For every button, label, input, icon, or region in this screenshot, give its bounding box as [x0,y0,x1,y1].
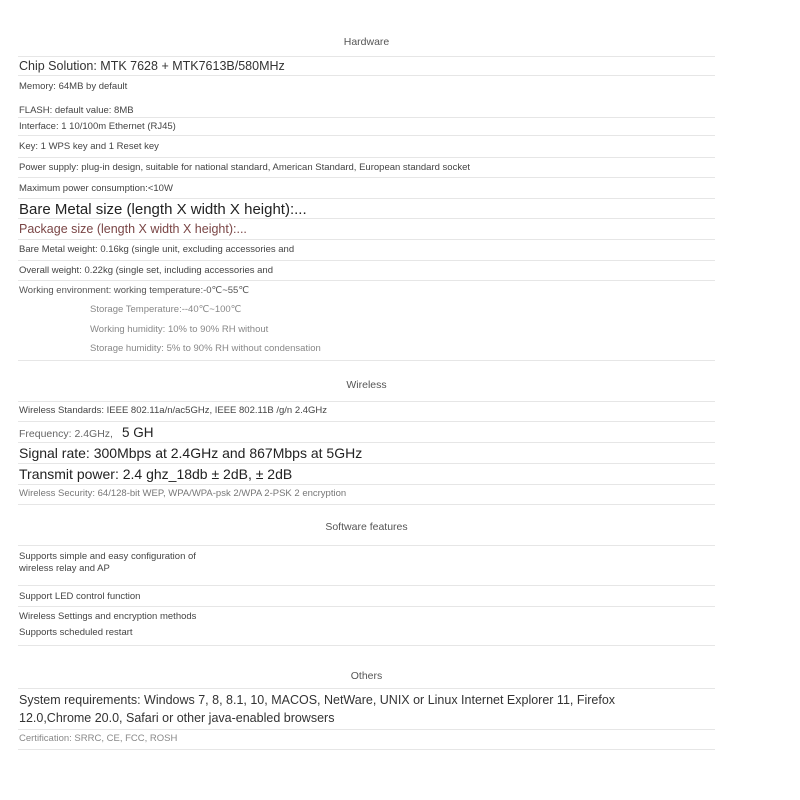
spec-row-power-supply [18,158,715,178]
spec-row-working-env [18,281,715,301]
working-env-text: Working environment: working temperature:-0℃~55℃ [19,285,249,296]
bare-metal-size-text: Bare Metal size (length X width X height):... [19,201,307,218]
transmit-power-text: Transmit power: 2.4 ghz_18db ± 2dB, ± 2dB [19,466,293,482]
wireless-security-text: Wireless Security: 64/128-bit WEP, WPA/WPA-psk 2/WPA 2-PSK 2 encryption [19,488,347,499]
spec-row-settings [18,607,715,626]
system-requirements-text: System requirements: Windows 7, 8, 8.1, 10, MACOS, NetWare, UNIX or Linux Internet Explorer 11, Firefox 12.0,Chrome 20.0, Safari or other java-enabled browsers [19,693,616,725]
spec-row-overall-weight [18,261,715,281]
memory-text: Memory: 64MB by default [19,81,128,92]
spec-row-bare-metal-size [18,199,715,219]
spec-row-bare-metal-weight [18,240,715,261]
spec-row-storage-temp [18,301,715,320]
wireless-standards-text: Wireless Standards: IEEE 802.11a/n/ac5GHz, IEEE 802.11B /g/n 2.4GHz [19,405,328,416]
spec-row-system-requirements [18,689,715,730]
spec-row-key [18,136,715,158]
storage-temp-text: Storage Temperature:--40℃~100℃ [90,304,242,315]
max-power-text: Maximum power consumption:<10W [19,183,173,194]
power-supply-text: Power supply: plug-in design, suitable for national standard, American Standard, European standard socket [19,162,470,173]
spec-row-interface [18,118,715,136]
spec-row-relay [18,546,715,586]
package-size-text: Package size (length X width X height):... [19,222,247,236]
spec-row-flash [18,96,715,118]
spec-row-signal-rate [18,443,715,464]
interface-text: Interface: 1 10/100m Ethernet (RJ45) [19,121,176,132]
divider [18,45,715,57]
signal-rate-text: Signal rate: 300Mbps at 2.4GHz and 867Mbps at 5GHz [19,445,363,461]
frequency-value: Frequency: 2.4GHz, [19,428,113,440]
certification-text: Certification: SRRC, CE, FCC, ROSH [19,733,178,744]
spec-row-wireless-security [18,485,715,505]
divider [18,534,715,546]
spec-row-storage-humidity [18,340,715,361]
frequency-text [19,426,153,441]
hardware-section-title: Hardware [343,36,390,48]
spec-row-wireless-standards [18,402,715,422]
bare-metal-weight-text: Bare Metal weight: 0.16kg (single unit, excluding accessories and [19,244,295,255]
others-section-title: Others [350,670,383,682]
flash-text: FLASH: default value: 8MB [19,105,134,116]
spec-row-transmit-power [18,464,715,485]
software-section-title: Software features [325,521,408,533]
wireless-section-title: Wireless [346,379,387,391]
storage-humidity-text: Storage humidity: 5% to 90% RH without condensation [90,343,321,354]
settings-text: Wireless Settings and encryption methods [19,611,197,622]
spec-row-certification [18,730,715,750]
overall-weight-text: Overall weight: 0.22kg (single set, including accessories and [19,265,273,276]
spec-row-chip [18,57,715,76]
spec-row-led [18,586,715,607]
led-text: Support LED control function [19,591,141,602]
spec-page [18,0,715,800]
spec-row-working-humidity [18,320,715,340]
working-humidity-text: Working humidity: 10% to 90% RH without [90,324,269,335]
divider [18,392,715,402]
spec-row-max-power [18,178,715,199]
spec-row-restart [18,626,715,646]
divider [18,678,715,689]
frequency-extra: 5 GH [121,425,154,440]
spec-row-package-size [18,219,715,240]
spec-row-memory [18,76,715,96]
key-text: Key: 1 WPS key and 1 Reset key [19,141,159,152]
spec-row-frequency [18,422,715,443]
chip-solution-text: Chip Solution: MTK 7628 + MTK7613B/580MHz [19,59,285,73]
relay-text: Supports simple and easy configuration of wireless relay and AP [19,551,196,574]
restart-text: Supports scheduled restart [19,627,133,638]
